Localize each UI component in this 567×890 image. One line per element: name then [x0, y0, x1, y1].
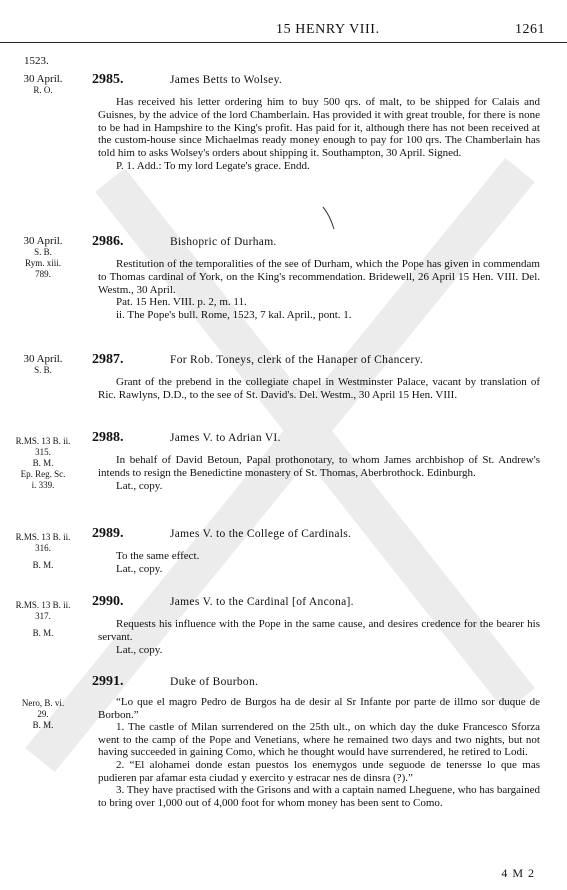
source-ref: R.MS. 13 B. ii.: [15, 436, 71, 446]
paragraph: 1. The castle of Milan surrendered on the 25th ult., on which day the duke Francesco Sforza went to the camp of the Pope and Venetians, where he remained two days and two nights, but not having succeeded in gaining Como, which he thought would have surrendered, he retired to Lodi.: [98, 721, 540, 759]
source-ref: S. B.: [34, 247, 52, 257]
margin-notes: [0, 236, 86, 280]
entry-body: [98, 258, 540, 322]
entry-body: [98, 454, 540, 492]
paragraph: Has received his letter ordering him to buy 500 qrs. of malt, to be shipped for Calais and Guisnes, by the advice of the lord Chamberlain. Has provided it with great trouble, for there is none to be had in Hampshire to the King's profit. Has paid for it, although there has not been received at the custom-house since Michaelmas ready money enough to pay for 100 qrs. The Chamberlain has told him to asks Wolsey's orders about shipping it. Southampton, 30 April. Signed.: [98, 96, 540, 160]
paragraph: Lat., copy.: [116, 562, 163, 575]
paragraph: “Lo que el magro Pedro de Burgos ha de desir al Sr Infante por parte de illmo sor duque de Borbon.”: [98, 696, 540, 721]
entry-title: James V. to Adrian VI.: [170, 432, 281, 444]
entry-number: 2990.: [92, 594, 124, 609]
paragraph: P. 1. Add.: To my lord Legate's grace. Endd.: [116, 159, 310, 172]
entry-title: Duke of Bourbon.: [170, 676, 259, 688]
paragraph: Restitution of the temporalities of the see of Durham, which the Pope has given in commendam to Thomas cardinal of York, on the King's recommendation. Bridewell, 26 April 15 Hen. VIII. Del. Westm., 30 April.: [98, 258, 540, 296]
entry-title: Bishopric of Durham.: [170, 236, 277, 248]
paragraph: Lat., copy.: [116, 643, 163, 656]
paragraph: To the same effect.: [116, 550, 200, 562]
entry-body: [98, 96, 540, 173]
entry-number: 2991.: [92, 674, 124, 689]
source-ref: Rym. xiii.: [25, 258, 61, 268]
entry-number: 2987.: [92, 352, 124, 367]
source-ref: B. M.: [32, 720, 54, 730]
page-number: 1261: [515, 22, 545, 37]
source-ref: B. M.: [32, 458, 54, 468]
source-ref: i. 339.: [31, 480, 55, 490]
margin-notes: [0, 436, 86, 491]
paragraph: Grant of the prebend in the collegiate chapel in Westminster Palace, vacant by translation of Ric. Rawlyns, D.D., to the see of St. David's. Del. Westm., 30 April 15 Hen. VIII.: [98, 376, 540, 401]
entry-number: 2989.: [92, 526, 124, 541]
paragraph: ii. The Pope's bull. Rome, 1523, 7 kal. April., pont. 1.: [116, 309, 352, 322]
source-ref: 29.: [37, 709, 49, 719]
margin-notes: [0, 354, 86, 376]
margin-notes: [0, 74, 86, 96]
signature-mark: [320, 205, 338, 231]
entry-date: 30 April.: [23, 353, 63, 365]
entry-title: James Betts to Wolsey.: [170, 74, 283, 86]
entry-date: 30 April.: [23, 73, 63, 85]
entry-title: James V. to the Cardinal [of Ancona].: [170, 596, 354, 608]
paragraph: Requests his influence with the Pope in the same cause, and desires credence for the bearer his servant.: [98, 618, 540, 643]
source-ref: S. B.: [34, 365, 52, 375]
entry-body: [98, 376, 540, 402]
source-ref: B. M.: [32, 560, 54, 570]
running-header: [0, 22, 567, 43]
entry-date: 30 April.: [23, 235, 63, 247]
printer-signature: 4 M 2: [501, 866, 535, 880]
entry-title: James V. to the College of Cardinals.: [170, 528, 352, 540]
source-ref: 315.: [35, 447, 51, 457]
entry-number: 2986.: [92, 234, 124, 249]
margin-notes: [0, 532, 86, 571]
year-label: 1523.: [24, 55, 49, 67]
entry-number: 2988.: [92, 430, 124, 445]
source-ref: B. M.: [32, 628, 54, 638]
entry-body: [98, 550, 540, 576]
source-ref: 317.: [35, 611, 51, 621]
entry-number: 2985.: [92, 72, 124, 87]
source-ref: Nero, B. vi.: [21, 698, 65, 708]
source-ref: 316.: [35, 543, 51, 553]
paragraph: 3. They have practised with the Grisons and with a captain named Lheguene, who has bargained to bring over 1,000 out of 4,000 foot for whom money has been sent to Como.: [98, 784, 540, 809]
source-ref: R.MS. 13 B. ii.: [15, 532, 71, 542]
entry-body: [98, 696, 540, 809]
paragraph: In behalf of David Betoun, Papal prothonotary, to whom James archbishop of St. Andrew's intends to resign the Benedictine monastery of St. Thomas, Aberbrothock. Edinburgh.: [98, 454, 540, 479]
source-ref: Ep. Reg. Sc.: [20, 469, 66, 479]
entry-body: [98, 618, 540, 656]
running-title: 15 HENRY VIII.: [276, 22, 380, 37]
source-ref: R.MS. 13 B. ii.: [15, 600, 71, 610]
source-ref: R. O.: [33, 85, 53, 95]
source-ref: 789.: [35, 269, 51, 279]
paragraph: 2. “El alohamei donde estan puestos los enemygos unde seguode de tenersse lo que mas pudieren par afamar esta ciudad y exercito y estracar nes de dinsra (?).”: [98, 758, 540, 784]
entry-title: For Rob. Toneys, clerk of the Hanaper of Chancery.: [170, 354, 424, 366]
margin-notes: [0, 698, 86, 731]
margin-notes: [0, 600, 86, 639]
paragraph: Pat. 15 Hen. VIII. p. 2, m. 11.: [116, 296, 247, 309]
paragraph: Lat., copy.: [116, 479, 163, 492]
